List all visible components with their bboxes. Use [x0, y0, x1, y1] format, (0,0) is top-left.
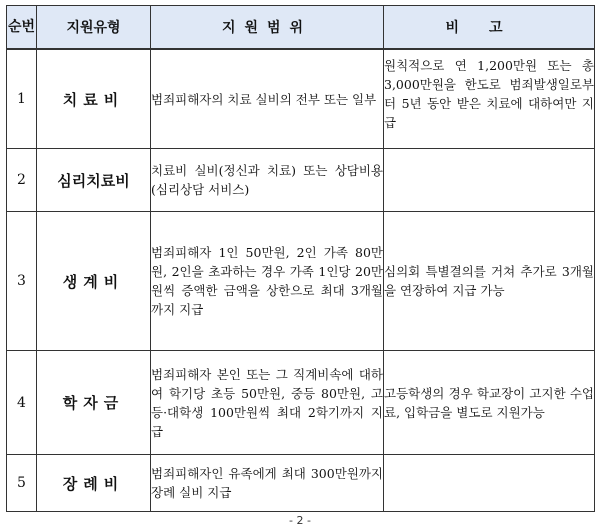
row-scope: 범죄피해자인 유족에게 최대 300만원까지 장례 실비 지급: [151, 455, 384, 512]
row-scope: 치료비 실비(정신과 치료) 또는 상담비용(심리상담 서비스): [151, 149, 384, 212]
row-note: [384, 455, 595, 512]
row-scope: 범죄피해자의 치료 실비의 전부 또는 일부: [151, 49, 384, 149]
row-type: 학자금: [37, 351, 151, 455]
header-row: [7, 6, 595, 50]
row-scope: 범죄피해자 본인 또는 그 직계비속에 대하여 학기당 초등 50만원, 중등 80만원, 고등·대학생 100만원씩 최대 2학기까지 지급: [151, 351, 384, 455]
row-scope: 범죄피해자 1인 50만원, 2인 가족 80만원, 2인을 초과하는 경우 가족 1인당 20만원씩 증액한 금액을 상한으로 최대 3개월까지 지급: [151, 212, 384, 351]
header-type: 지원유형: [37, 6, 151, 50]
row-type: 장례비: [37, 455, 151, 512]
header-scope: 지원범위: [151, 6, 384, 50]
table-row: [7, 212, 595, 351]
row-num: 5: [7, 455, 37, 512]
row-type: 생계비: [37, 212, 151, 351]
row-num: 1: [7, 49, 37, 149]
table-row: [7, 49, 595, 149]
row-note: [384, 149, 595, 212]
table-row: [7, 351, 595, 455]
row-note: 고등학생의 경우 학교장이 고지한 수업료, 입학금을 별도로 지원가능: [384, 351, 595, 455]
row-num: 4: [7, 351, 37, 455]
header-num: 순번: [7, 6, 37, 50]
table-row: [7, 149, 595, 212]
support-table: [6, 5, 595, 512]
row-num: 2: [7, 149, 37, 212]
page-number: - 2 -: [289, 514, 311, 527]
row-note: 심의회 특별결의를 거쳐 추가로 3개월을 연장하여 지급 가능: [384, 212, 595, 351]
row-num: 3: [7, 212, 37, 351]
row-type: 치료비: [37, 49, 151, 149]
table-row: [7, 455, 595, 512]
row-note: 원칙적으로 연 1,200만원 또는 총 3,000만원을 한도로 범죄발생일로부터 5년 동안 받은 치료에 대하여만 지급: [384, 49, 595, 149]
row-type: 심리치료비: [37, 149, 151, 212]
header-note: 비고: [384, 6, 595, 50]
